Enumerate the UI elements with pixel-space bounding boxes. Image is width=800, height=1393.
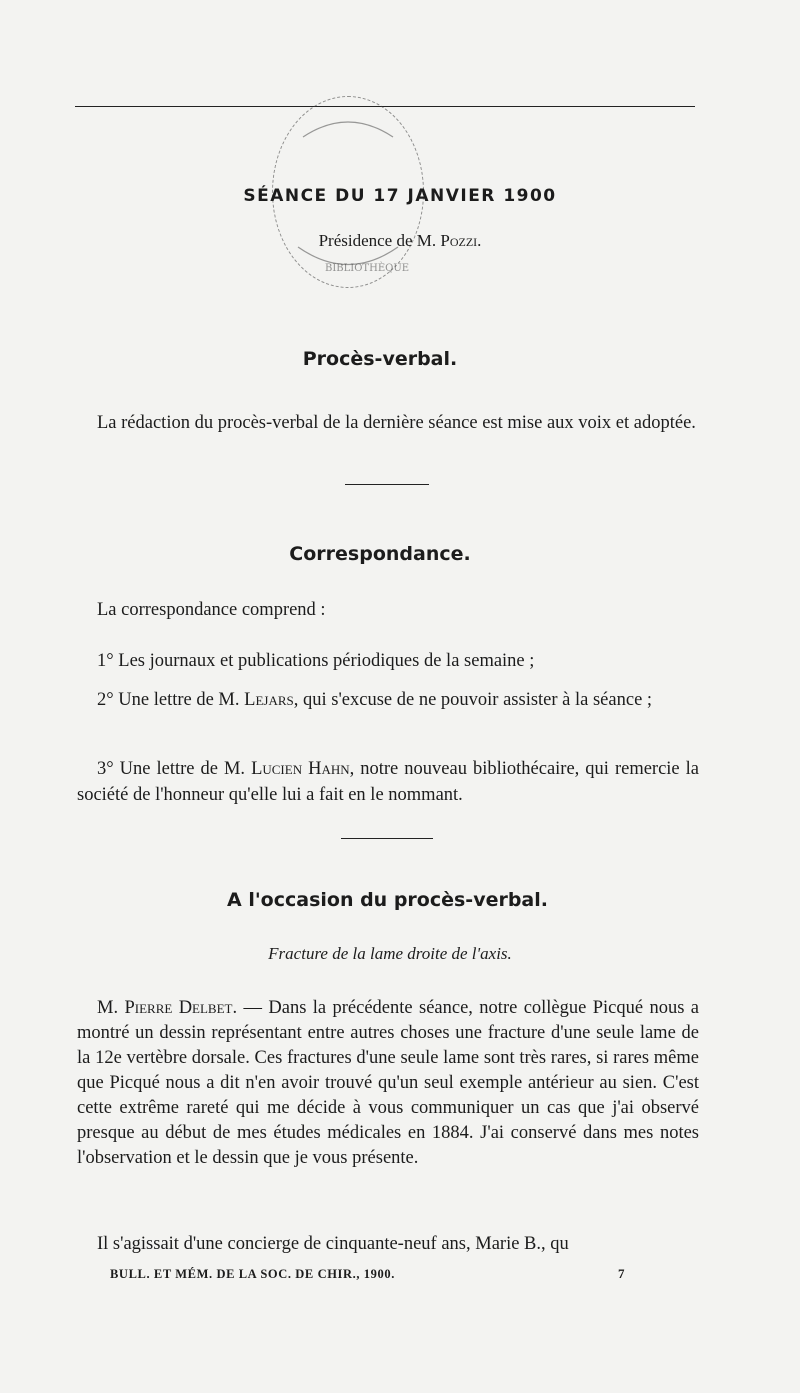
correspondance-item-1: 1° Les journaux et publications périodiques de la semaine ;: [97, 651, 535, 671]
subheading-fracture: Fracture de la lame droite de l'axis.: [268, 944, 512, 963]
case-paragraph: Il s'agissait d'une concierge de cinquante-neuf ans, Marie B., qu: [97, 1234, 569, 1254]
item-3-rest: , notre nouveau bibliothécaire, qui remercie la société de l'honneur qu'elle lui a fait en le nommant.: [77, 759, 700, 805]
stamp-text: BIBLIOTHÈQUE: [325, 263, 410, 274]
correspondance-item-2: [77, 688, 699, 714]
president-name: Pozzi: [440, 231, 478, 250]
section-divider: [341, 838, 433, 839]
item-2-rest: , qui s'excuse de ne pouvoir assister à la séance ;: [293, 690, 653, 710]
presidence-suffix: .: [477, 231, 482, 250]
item-3-prefix: 3° Une lettre de M.: [97, 759, 252, 779]
running-footer: BULL. ET MÉM. DE LA SOC. DE CHIR., 1900.: [110, 1267, 395, 1281]
heading-proces-verbal: Procès-verbal.: [302, 348, 458, 370]
speaker-name: Pierre Delbet: [124, 998, 233, 1018]
delbet-text: . — Dans la précédente séance, notre collègue Picqué nous a montré un dessin représentant entre autres choses une fracture d'une seule lame de la 12e vertèbre dorsale. Ces fractures d'une seule lame sont très rares, si rares même que Picqué nous a dit n'en avoir trouvé qu'un seul exemple antérieur au sien. C'est cette extrême rareté qui me décide à vous communiquer un cas que j'ai observé presque au début de mes études médicales en 1884. J'ai conservé dans mes notes l'observation et le dessin que je vous présente.: [77, 998, 700, 1168]
correspondance-intro: La correspondance comprend :: [97, 600, 326, 620]
presidence-line: [0, 231, 800, 251]
heading-occasion: A l'occasion du procès-verbal.: [227, 889, 548, 911]
presidence-prefix: Présidence de: [318, 231, 417, 250]
heading-correspondance: Correspondance.: [289, 543, 471, 565]
item-3-name: Lucien Hahn: [251, 759, 350, 779]
item-2-prefix: 2° Une lettre de M.: [97, 690, 245, 710]
session-title: SÉANCE DU 17 JANVIER 1900: [243, 186, 557, 206]
presidence-title: M.: [416, 231, 441, 250]
speaker-title: M.: [97, 998, 125, 1018]
proces-verbal-text: La rédaction du procès-verbal de la dernière séance est mise aux voix et adoptée.: [97, 413, 696, 433]
delbet-paragraph: [77, 996, 699, 1171]
section-divider: [345, 484, 429, 485]
correspondance-item-3: [77, 757, 699, 808]
item-2-name: Lejars: [244, 690, 294, 710]
signature-mark: 7: [618, 1266, 625, 1281]
